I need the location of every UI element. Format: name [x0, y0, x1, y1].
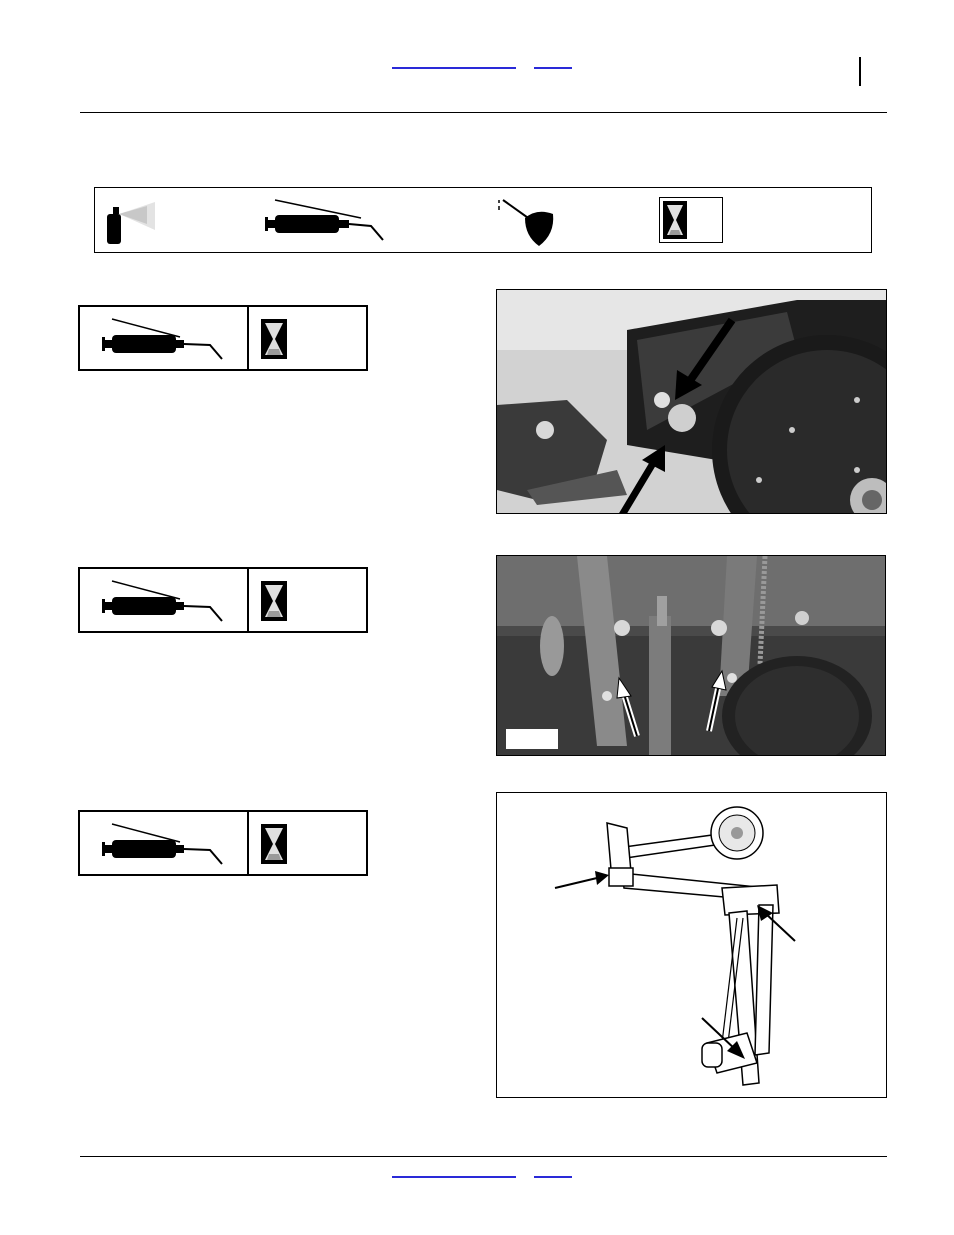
- header-link-manual[interactable]: [392, 67, 516, 69]
- footer-rule: [80, 1156, 887, 1157]
- hourglass-interval-icon: [261, 581, 287, 621]
- header-link-page[interactable]: [534, 67, 572, 69]
- header-rule: [80, 112, 887, 113]
- lube-box-divider: [247, 307, 249, 369]
- footer-link-page[interactable]: [534, 1176, 572, 1178]
- grease-gun-icon: [98, 822, 226, 866]
- header-margin-bar: [859, 57, 861, 86]
- photo-press-wheel-pivots: [496, 555, 886, 756]
- lube-box-divider: [247, 569, 249, 631]
- lube-interval-box-2: [78, 567, 368, 633]
- hourglass-interval-icon: [261, 824, 287, 864]
- drawing-row-cleaner-linkage: [496, 792, 887, 1098]
- lube-box-divider: [247, 812, 249, 874]
- hourglass-interval-icon: [261, 319, 287, 359]
- oil-can-icon: [495, 194, 559, 250]
- photo-gauge-wheel-pivot: [496, 289, 887, 514]
- lube-interval-box-1: [78, 305, 368, 371]
- hourglass-interval-icon: [663, 201, 687, 239]
- hourglass-interval-box: [659, 197, 723, 243]
- lube-interval-box-3: [78, 810, 368, 876]
- spray-lubricant-icon: [103, 194, 155, 246]
- lubrication-legend: [94, 187, 872, 253]
- grease-gun-icon: [98, 579, 226, 623]
- footer-link-manual[interactable]: [392, 1176, 516, 1178]
- grease-gun-icon: [98, 317, 226, 361]
- grease-gun-icon: [263, 196, 387, 242]
